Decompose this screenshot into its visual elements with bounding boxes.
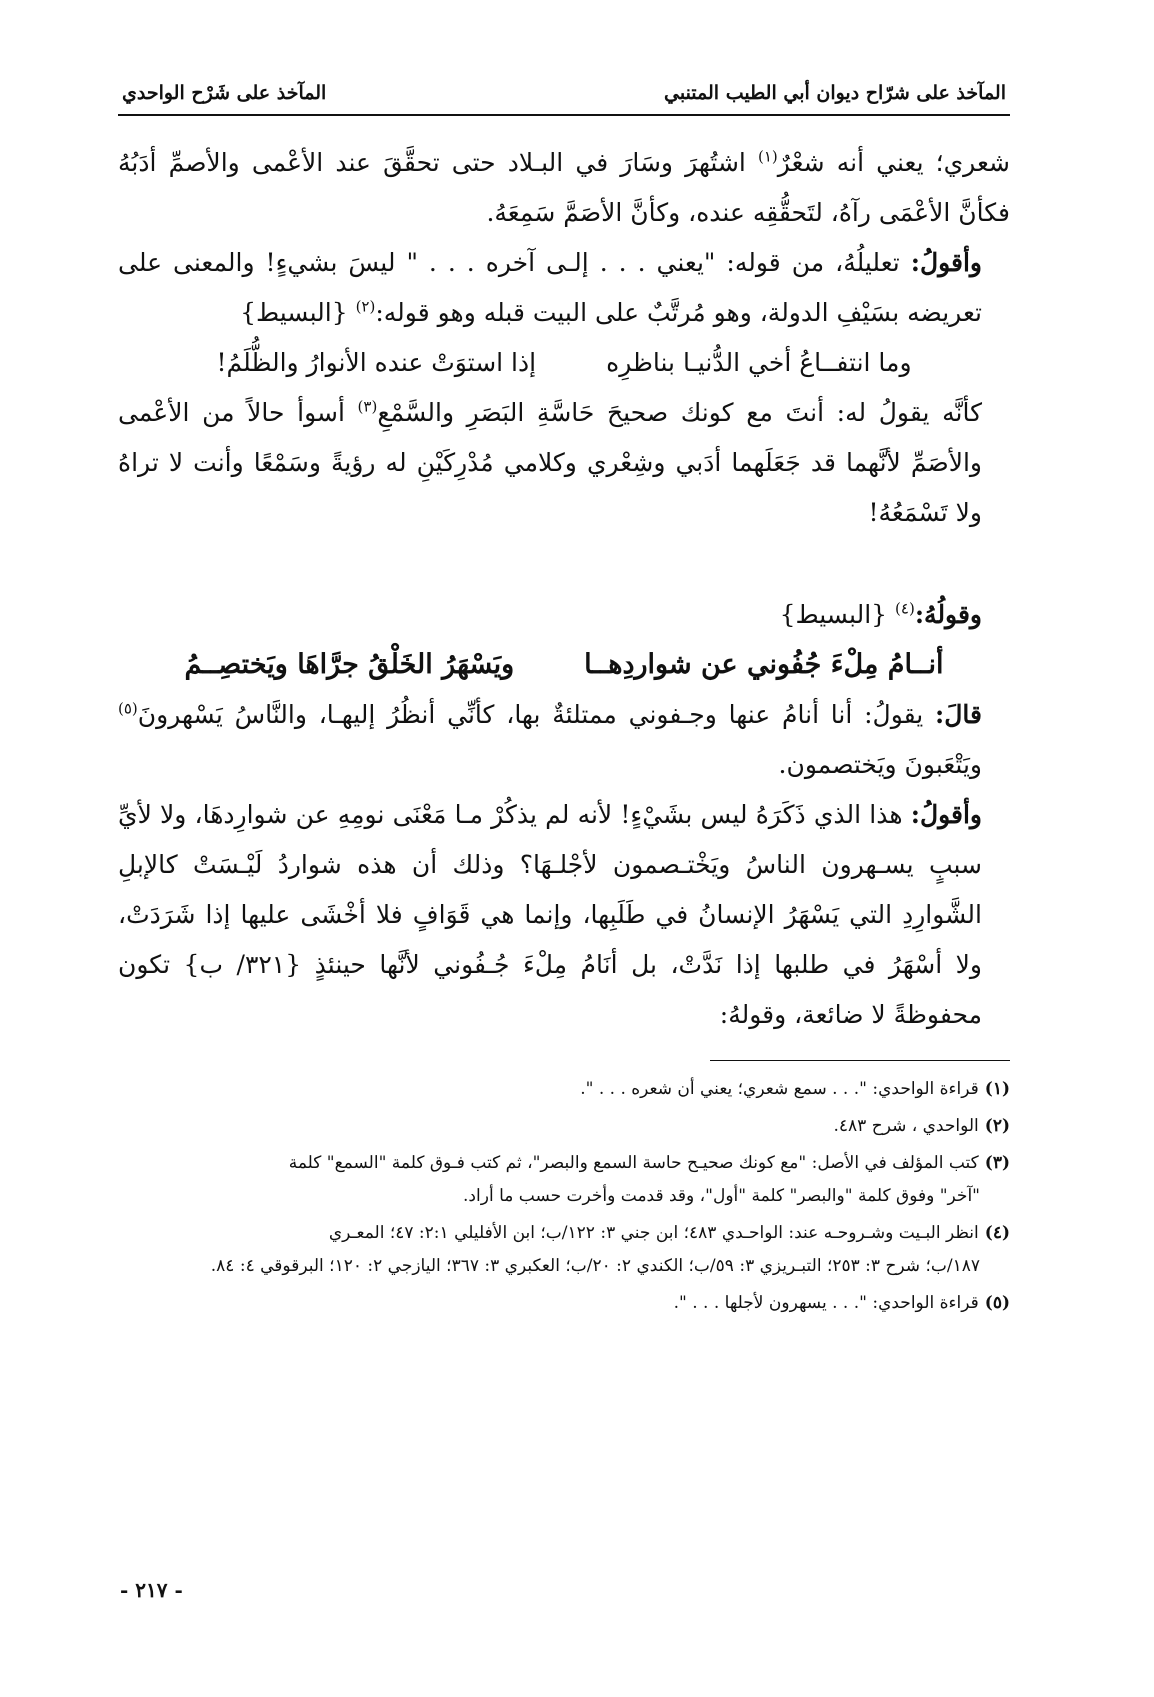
paragraph-lead: وأقولُ:	[910, 248, 982, 277]
book-page	[118, 82, 1010, 1324]
main-text	[118, 138, 1010, 1040]
verse-hemistich-second: إذا استوَتْ عنده الأنوارُ والظُّلَمُ!	[216, 348, 537, 377]
footnote-ref-4[interactable]: (٤)	[895, 599, 915, 618]
footnote-ref-2[interactable]: (٢)	[355, 297, 376, 316]
paragraph-5: وأقولُ: هذا الذي ذَكَرَهُ ليس بشَيْءٍ! لأنه لم يذكُرْ مـا مَعْنَى نومِهِ عن شوارِدهَا، ولا لأيِّ سببٍ يسـهرون الناسُ ويَخْتـصمون لأجْلـهَا؟ وذلك أن هذه شواردُ لَيْـسَتْ كالإبلِ الشَّوارِدِ التي يَسْهَرُ الإنسانُ في طَلَبِها، وإنما هي قَوَافٍ فلا أخْشَى عليها إذا شَرَدَتْ، ولا أسْهَرُ في طلبها إذا نَدَّتْ، بل أنَامُ مِلْءَ جُـفُوني لأنَّها حينئذٍ {٣٢١/ ب} تكون محفوظةً لا ضائعة، وقولهُ:	[118, 800, 982, 1029]
footnote-2: (٢)الواحدي ، شرح ٤٨٣.	[833, 1116, 1010, 1136]
paragraph-lead: وقولُهُ:	[914, 600, 982, 629]
paragraph-lead: قالَ:	[935, 700, 982, 729]
verse-intro	[118, 590, 1010, 640]
header-chapter-title: المآخذ على شَرْح الواحدي	[122, 82, 327, 104]
footnote-4: (٤)انظر البـيت وشـروحـه عند: الواحـدي ٤٨٣؛ ابن جني ٣: ١٢٢/ب؛ ابن الأفليلي ٢:١: ٤٧؛ المعـري ١٨٧/ب؛ شرح ٣: ٢٥٣؛ التبـريزي ٣: ٥٩/ب؛ الكندي ٢: ٢٠/ب؛ العكبري ٣: ٣٦٧؛ اليازجي ٢: ١٢٠؛ البرقوقي ٤: ٨٤.	[210, 1223, 1010, 1276]
footnote-ref-3[interactable]: (٣)	[357, 397, 378, 416]
footnote-divider	[710, 1060, 1010, 1061]
verse-hemistich-second: ويَسْهَرُ الخَلْقُ جرَّاهَا ويَختصِــمُ	[184, 649, 515, 680]
footnote-ref-1[interactable]: (١)	[758, 147, 778, 166]
verse-hemistich-first: وما انتفــاعُ أخي الدُّنيـا بناظرِه	[606, 348, 912, 377]
page-number: - ٢١٧ -	[120, 1578, 183, 1602]
footnote-5: (٥)قراءة الواحدي: ". . . يسهرون لأجلها . . . ".	[673, 1293, 1010, 1313]
meter-label: {البسيط}	[240, 298, 356, 327]
paragraph-lead: وأقولُ:	[910, 800, 982, 829]
footnotes	[118, 1073, 1010, 1320]
paragraph-1: شعري؛ يعني أنه شعْرٌ$^{(١)}$ اشتُهرَ وسَارَ في البـلاد حتى تحقَّقَ عند الأعْمى والأصمِّ أدَبُهُ فكأنَّ الأعْمَى رآهُ، لتَحقُّقِه عنده، وكأنَّ الأصَمَّ سَمِعَهُ.	[118, 147, 1010, 227]
header-book-title: المآخذ على شرّاح ديوان أبي الطيب المتنبي	[664, 82, 1006, 104]
paragraph-2: وأقولُ: تعليلُهُ، من قوله: "يعني . . . إلـى آخره . . . " ليسَ بشيءٍ! والمعنى على تعريضه بسَيْفِ الدولة، وهو مُرتَّبٌ على البيت قبله وهو قوله:$^{(٢)}$ {البسيط}	[118, 248, 982, 327]
meter-label: {البسيط}	[779, 600, 896, 629]
paragraph-3: كأنَّه يقولُ له: أنتَ مع كونك صحيحَ حَاسَّةِ البَصَرِ والسَّمْعِ$^{(٣)}$ أسوأ حالاً من الأعْمى والأصَمِّ لأنَّهما قد جَعَلَهما أدَبي وشِعْري وكلامي مُدْرِكَيْنِ له رؤيةً وسَمْعًا وأنت لا تراهُ ولا تَسْمَعُهُ!	[118, 397, 982, 527]
running-header	[118, 82, 1010, 116]
verse-1	[118, 338, 1010, 388]
verse-hemistich-first: أنــامُ مِلْءَ جُفُوني عن شواردِهــا	[584, 649, 944, 680]
footnote-1: (١)قراءة الواحدي: ". . . سمع شعري؛ يعني أن شعره . . . ".	[580, 1079, 1010, 1099]
paragraph-4: قالَ: يقولُ: أنا أنامُ عنها وجـفوني ممتلئةٌ بها، كأنِّي أنظُرُ إليهـا، والنَّاسُ يَسْهرونَ$^{(٥)}$ ويَتْعَبونَ ويَختصمون.	[118, 699, 982, 779]
footnote-3: (٣)كتب المؤلف في الأصل: "مع كونك صحيـح حاسة السمع والبصر"، ثم كتب فـوق كلمة "السمع" كلمة "آخر" وفوق كلمة "والبصر" كلمة "أول"، وقد قدمت وأخرت حسب ما أراد.	[288, 1153, 1010, 1206]
footnote-ref-5[interactable]: (٥)	[118, 699, 138, 718]
verse-2	[118, 640, 1010, 690]
